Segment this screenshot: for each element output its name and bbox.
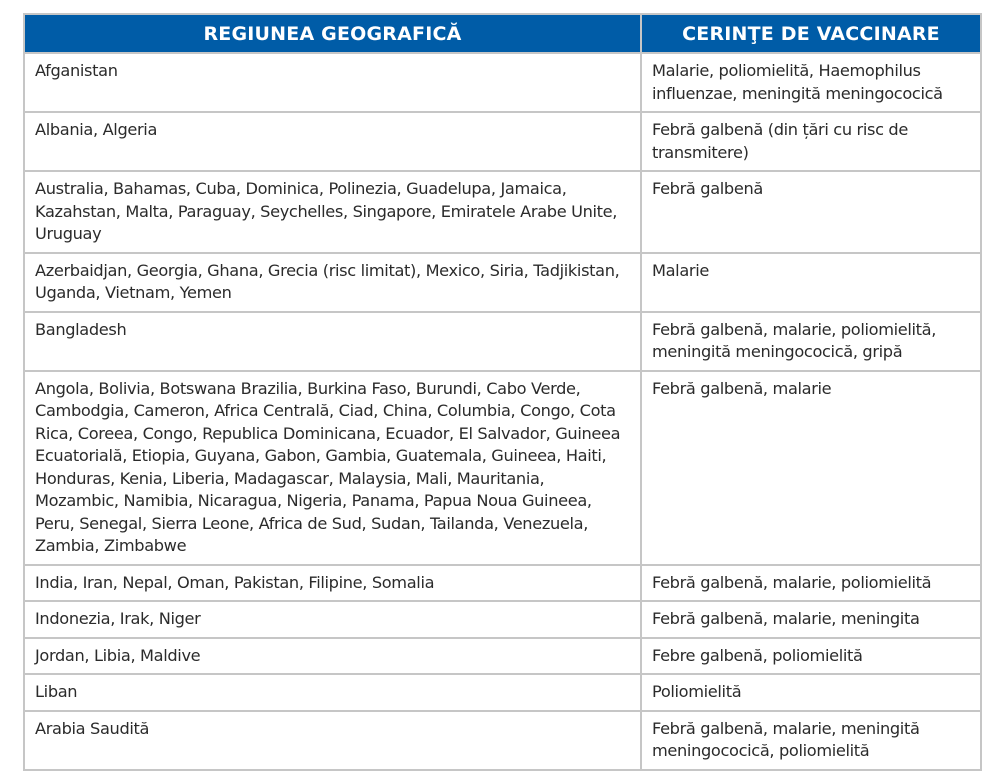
column-header-requirements: CERINŢE DE VACCINARE	[641, 14, 981, 53]
requirements-cell: Febră galbenă, malarie	[641, 371, 981, 565]
requirements-cell: Febre galbenă, poliomielită	[641, 638, 981, 675]
region-cell: India, Iran, Nepal, Oman, Pakistan, Filipine, Somalia	[24, 565, 641, 602]
table-row	[24, 171, 981, 253]
table-header-row	[24, 14, 981, 53]
region-cell: Albania, Algeria	[24, 112, 641, 171]
vaccination-requirements-table	[23, 13, 982, 771]
region-cell: Australia, Bahamas, Cuba, Dominica, Polinezia, Guadelupa, Jamaica, Kazahstan, Malta, Paraguay, Seychelles, Singapore, Emiratele Arabe Unite, Uruguay	[24, 171, 641, 253]
requirements-cell: Febră galbenă	[641, 171, 981, 253]
region-cell: Arabia Saudită	[24, 711, 641, 770]
requirements-cell: Febră galbenă, malarie, meningita	[641, 601, 981, 638]
column-header-region: REGIUNEA GEOGRAFICĂ	[24, 14, 641, 53]
requirements-cell: Malarie	[641, 253, 981, 312]
region-cell: Afganistan	[24, 53, 641, 112]
table-row	[24, 674, 981, 711]
table-row	[24, 371, 981, 565]
region-cell: Liban	[24, 674, 641, 711]
requirements-cell: Poliomielită	[641, 674, 981, 711]
table-row	[24, 253, 981, 312]
requirements-cell: Febră galbenă, malarie, poliomielită	[641, 565, 981, 602]
table-row	[24, 638, 981, 675]
requirements-cell: Febră galbenă, malarie, poliomielită, meningită meningococică, gripă	[641, 312, 981, 371]
table-row	[24, 312, 981, 371]
table-row	[24, 711, 981, 770]
region-cell: Azerbaidjan, Georgia, Ghana, Grecia (risc limitat), Mexico, Siria, Tadjikistan, Uganda, Vietnam, Yemen	[24, 253, 641, 312]
vaccination-table-container	[23, 13, 980, 771]
table-row	[24, 53, 981, 112]
requirements-cell: Febră galbenă, malarie, meningită meningococică, poliomielită	[641, 711, 981, 770]
region-cell: Bangladesh	[24, 312, 641, 371]
table-row	[24, 112, 981, 171]
region-cell: Angola, Bolivia, Botswana Brazilia, Burkina Faso, Burundi, Cabo Verde, Cambodgia, Cameron, Africa Centrală, Ciad, China, Columbia, Congo, Cota Rica, Coreea, Congo, Republica Dominicana, Ecuador, El Salvador, Guineea Ecuatorială, Etiopia, Guyana, Gabon, Gambia, Guatemala, Guineea, Haiti, Honduras, Kenia, Liberia, Madagascar, Malaysia, Mali, Mauritania, Mozambic, Namibia, Nicaragua, Nigeria, Panama, Papua Noua Guineea, Peru, Senegal, Sierra Leone, Africa de Sud, Sudan, Tailanda, Venezuela, Zambia, Zimbabwe	[24, 371, 641, 565]
region-cell: Jordan, Libia, Maldive	[24, 638, 641, 675]
table-row	[24, 601, 981, 638]
requirements-cell: Febră galbenă (din țări cu risc de transmitere)	[641, 112, 981, 171]
region-cell: Indonezia, Irak, Niger	[24, 601, 641, 638]
requirements-cell: Malarie, poliomielită, Haemophilus influenzae, meningită meningococică	[641, 53, 981, 112]
table-row	[24, 565, 981, 602]
